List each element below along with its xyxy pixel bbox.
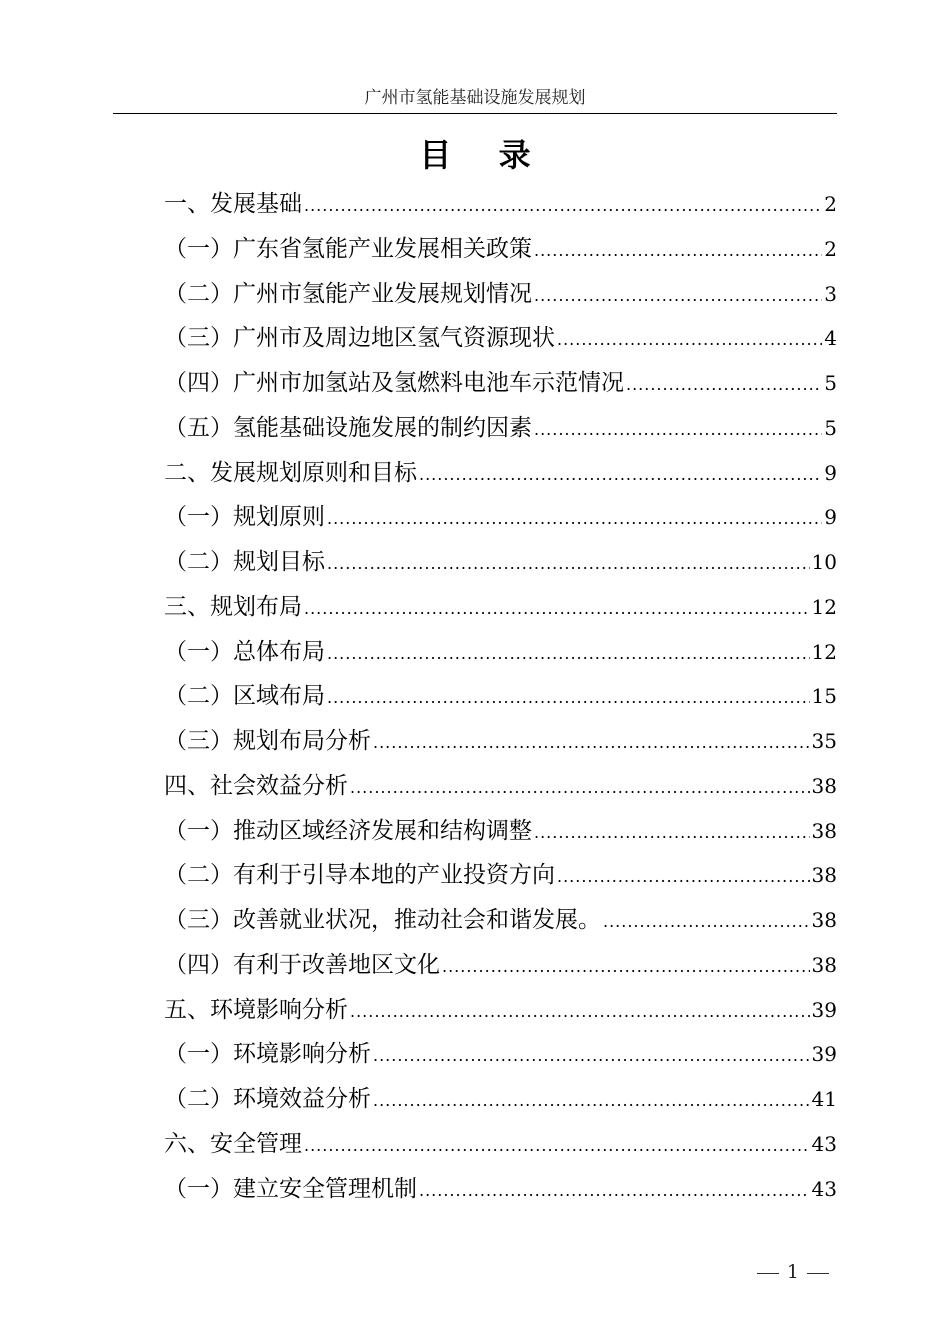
toc-entry-label: （一）环境影响分析	[164, 1041, 371, 1068]
toc-dot-leader	[534, 408, 822, 453]
toc-dot-leader	[419, 453, 822, 498]
toc-entry[interactable]	[164, 1032, 837, 1077]
toc-entry[interactable]	[164, 988, 837, 1033]
toc-entry[interactable]	[164, 809, 837, 854]
toc-dot-leader	[442, 945, 810, 990]
toc-dot-leader	[534, 229, 822, 274]
toc-dot-leader	[557, 855, 810, 900]
toc-entry-page: 38	[811, 863, 837, 888]
toc-entry-label: （一）规划原则	[164, 504, 325, 531]
toc-entry-label: 三、规划布局	[164, 593, 302, 620]
toc-entry[interactable]	[164, 495, 837, 540]
toc-entry[interactable]	[164, 585, 837, 630]
toc-entry[interactable]	[164, 182, 837, 227]
toc-entry-page: 38	[811, 773, 837, 798]
toc-entry-page: 4	[824, 326, 837, 351]
footer-dash-right	[807, 1273, 829, 1274]
toc-entry-page: 9	[824, 460, 837, 485]
toc-entry-page: 39	[811, 1042, 837, 1067]
toc-entry-label: （一）推动区域经济发展和结构调整	[164, 817, 532, 844]
toc-entry-label: （一）建立安全管理机制	[164, 1175, 417, 1202]
toc-entry-label: （二）广州市氢能产业发展规划情况	[164, 280, 532, 307]
toc-entry-label: （三）广州市及周边地区氢气资源现状	[164, 325, 555, 352]
toc-dot-leader	[304, 1124, 810, 1169]
toc-entry-label: （二）有利于引导本地的产业投资方向	[164, 862, 555, 889]
toc-dot-leader	[626, 363, 822, 408]
toc-dot-leader	[327, 542, 810, 587]
page-footer	[749, 1258, 837, 1286]
toc-entry-page: 5	[824, 415, 837, 440]
toc-dot-leader	[534, 274, 822, 319]
toc-entry-label: （五）氢能基础设施发展的制约因素	[164, 414, 532, 441]
toc-entry-page: 38	[811, 818, 837, 843]
toc-list	[164, 182, 837, 1211]
toc-entry[interactable]	[164, 451, 837, 496]
toc-entry-page: 2	[824, 236, 837, 261]
toc-entry-label: （三）规划布局分析	[164, 728, 371, 754]
toc-entry-page: 12	[811, 594, 837, 619]
toc-entry[interactable]	[164, 1122, 837, 1167]
toc-entry-page: 35	[811, 729, 837, 753]
page-number: 1	[786, 1261, 799, 1283]
toc-dot-leader	[327, 497, 822, 542]
toc-entry[interactable]	[164, 630, 837, 675]
toc-entry[interactable]	[164, 316, 837, 361]
toc-entry-label: 五、环境影响分析	[164, 996, 348, 1023]
toc-dot-leader	[327, 676, 810, 721]
toc-entry-page: 3	[824, 281, 837, 306]
toc-dot-leader	[327, 632, 810, 677]
toc-entry-label: 二、发展规划原则和目标	[164, 459, 417, 486]
toc-entry-label: （二）环境效益分析	[164, 1086, 371, 1112]
toc-dot-leader	[350, 990, 810, 1035]
header-rule	[113, 113, 837, 114]
toc-dot-leader	[373, 1034, 810, 1079]
toc-entry[interactable]	[164, 540, 837, 585]
toc-entry-page: 5	[824, 371, 837, 395]
toc-dot-leader	[557, 318, 822, 363]
toc-entry[interactable]	[164, 853, 837, 898]
toc-entry[interactable]	[164, 943, 837, 988]
toc-entry[interactable]	[164, 406, 837, 451]
toc-dot-leader	[304, 184, 822, 229]
toc-entry-label: （四）广州市加氢站及氢燃料电池车示范情况	[164, 370, 624, 396]
toc-entry-label: （三）改善就业状况，推动社会和谐发展。	[164, 907, 601, 933]
toc-dot-leader	[373, 721, 810, 766]
toc-title: 目 录	[419, 136, 549, 174]
toc-entry-page: 9	[824, 505, 837, 530]
toc-entry[interactable]	[164, 674, 837, 719]
toc-entry[interactable]	[164, 272, 837, 317]
toc-entry[interactable]	[164, 764, 837, 809]
toc-dot-leader	[419, 1169, 810, 1214]
toc-entry-page: 43	[811, 1176, 837, 1201]
toc-entry-label: 六、安全管理	[164, 1130, 302, 1157]
footer-dash-left	[757, 1273, 779, 1274]
toc-entry-page: 43	[811, 1131, 837, 1156]
toc-dot-leader	[304, 587, 810, 632]
toc-entry-label: （二）规划目标	[164, 549, 325, 575]
toc-entry-page: 41	[811, 1087, 837, 1111]
toc-entry-page: 12	[811, 639, 837, 664]
toc-entry[interactable]	[164, 898, 837, 943]
toc-entry-label: （二）区域布局	[164, 683, 325, 710]
toc-entry-label: （一）广东省氢能产业发展相关政策	[164, 235, 532, 262]
toc-entry[interactable]	[164, 1167, 837, 1212]
toc-entry-label: 四、社会效益分析	[164, 772, 348, 799]
toc-entry-page: 38	[811, 908, 837, 932]
toc-dot-leader	[534, 811, 810, 856]
toc-dot-leader	[373, 1079, 810, 1124]
running-header: 广州市氢能基础设施发展规划	[364, 88, 586, 108]
toc-entry[interactable]	[164, 719, 837, 764]
toc-entry[interactable]	[164, 227, 837, 272]
toc-dot-leader	[603, 900, 810, 945]
toc-entry-label: 一、发展基础	[164, 191, 302, 217]
toc-entry-page: 2	[824, 192, 837, 216]
toc-entry-label: （一）总体布局	[164, 638, 325, 665]
toc-entry[interactable]	[164, 1077, 837, 1122]
toc-entry-page: 10	[811, 550, 837, 574]
toc-entry-label: （四）有利于改善地区文化	[164, 951, 440, 978]
toc-entry-page: 38	[811, 952, 837, 977]
toc-entry-page: 39	[811, 997, 837, 1022]
toc-entry-page: 15	[811, 684, 837, 709]
toc-dot-leader	[350, 766, 810, 811]
toc-entry[interactable]	[164, 361, 837, 406]
